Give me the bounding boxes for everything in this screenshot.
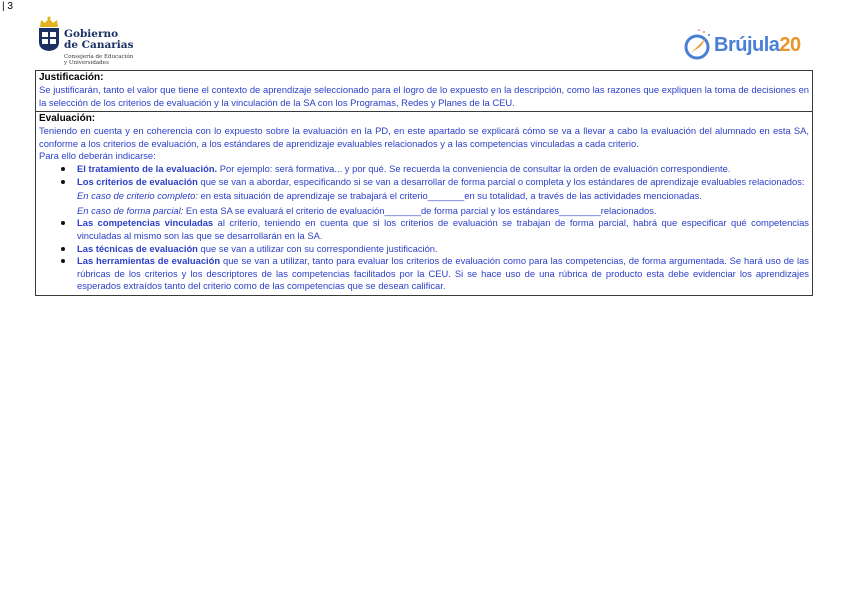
bullet-icon — [61, 247, 65, 251]
list-item — [77, 217, 809, 242]
item-text: al criterio, teniendo en cuenta que si los criterios de evaluación se trabajan de forma parcial, habrá que especificar qué competencias vinculadas al mismo son las que se desarrollarán en la SA. — [77, 217, 809, 241]
gobierno-department-line1: Consejería de Educación — [64, 54, 134, 60]
justificacion-title: Justificación: — [39, 72, 104, 83]
item-text: que se van a abordar, especificando si se van a desarrollar de forma parcial o completa y los estándares de aprendizaje evaluables relacionados: — [197, 175, 805, 187]
sub-item-heading: En caso de criterio completo: — [77, 190, 198, 202]
item-text: que se van a utilizar, tanto para evaluar los criterios de evaluación como para las competencias, de forma argumentada. Se hará uso de las rúbricas de los criterios y los descriptores de las competencias facilitados por la CEU. Si se hace uso de una rúbrica de producto esta debe evidenciar los aprendizajes esperados extraídos tanto del criterio como de las competencias que se desean calificar. — [77, 255, 809, 292]
evaluacion-para-ello: Para ello deberán indicarse: — [39, 150, 156, 162]
page-number: | 3 — [2, 1, 13, 12]
list-item — [77, 163, 809, 176]
bullet-icon — [61, 259, 65, 263]
justificacion-section — [36, 71, 812, 112]
sub-item-text: en esta situación de aprendizaje se trabajará el criterio_______en su totalidad, a través de las actividades mencionadas. — [197, 190, 702, 202]
content-table — [35, 70, 813, 296]
item-text: que se van a utilizar con su correspondiente justificación. — [197, 242, 438, 254]
brujula20-logo — [680, 24, 820, 68]
gobierno-canarias-logo — [38, 16, 158, 68]
list-item — [77, 255, 809, 293]
evaluacion-list — [39, 163, 809, 293]
sub-item-text: En esta SA se evaluará el criterio de evaluación_______de forma parcial y los estándares________relacionados. — [183, 204, 657, 216]
evaluacion-title: Evaluación: — [39, 113, 96, 125]
bullet-icon — [61, 180, 65, 184]
sub-item-heading: En caso de forma parcial: — [77, 204, 184, 216]
gobierno-name-line1: Gobierno — [64, 28, 119, 40]
item-heading: Las técnicas de evaluación — [77, 242, 198, 254]
list-item — [77, 243, 809, 256]
justificacion-text: Se justificarán, tanto el valor que tiene el contexto de aprendizaje seleccionado para el logro de lo expuesto en la descripción, como las razones que expliquen la toma de decisiones en la selección de los criterios de evaluación y la vinculación de la SA con los Programas, Redes y Planes de la CEU. — [39, 84, 809, 108]
bullet-icon — [61, 221, 65, 225]
brujula-name: Brújula — [714, 34, 780, 56]
item-heading: El tratamiento de la evaluación. — [77, 162, 218, 174]
item-text: Por ejemplo: será formativa... y por qué. Se recuerda la conveniencia de consultar la orden de evaluación correspondiente. — [217, 162, 731, 174]
shield-icon — [38, 27, 60, 52]
evaluacion-section — [36, 112, 812, 295]
item-heading: Las herramientas de evaluación — [77, 255, 221, 267]
gobierno-department-line2: y Universidades — [64, 60, 109, 66]
evaluacion-intro: Teniendo en cuenta y en coherencia con lo expuesto sobre la evaluación en la PD, en este apartado se explicará cómo se va a llevar a cabo la evaluación del alumnado en esta SA, conforme a los criterios de evaluación, a los estándares de aprendizaje evaluables relacionados y a las competencias vinculadas a cada criterio. — [39, 125, 809, 149]
compass-icon — [682, 28, 716, 62]
bullet-icon — [61, 167, 65, 171]
item-heading: Las competencias vinculadas — [77, 217, 214, 229]
gobierno-name-line2: de Canarias — [64, 39, 134, 51]
item-heading: Los criterios de evaluación — [77, 175, 198, 187]
list-item — [77, 176, 809, 218]
brujula-number: 20 — [779, 34, 801, 56]
